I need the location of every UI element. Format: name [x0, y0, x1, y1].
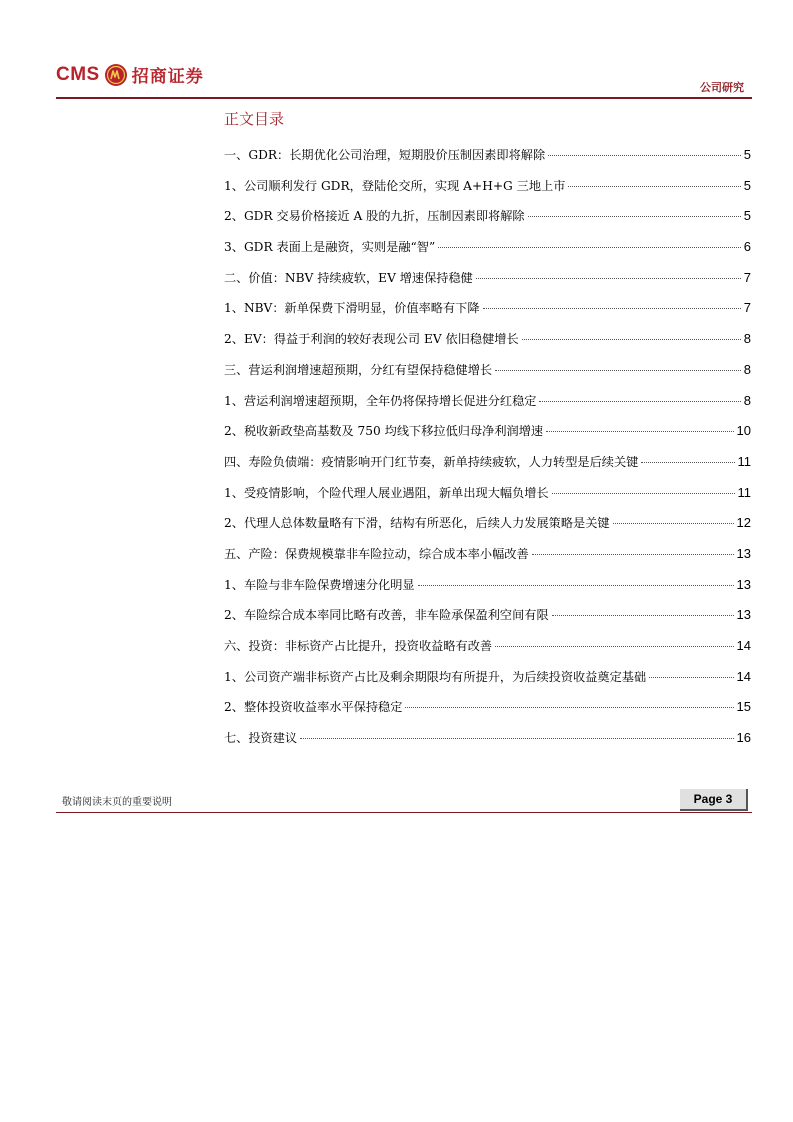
- toc-entry-page: 8: [743, 392, 751, 408]
- toc-entry-text: 2、税收新政垫高基数及 750 均线下移拉低归母净利润增速: [224, 424, 544, 439]
- toc-entry-text: 3、GDR 表面上是融资，实则是融“智”: [224, 240, 436, 255]
- logo-chinese-name: 招商证券: [131, 67, 204, 87]
- toc-leader-dots: [438, 247, 741, 248]
- toc-entry-text: 2、GDR 交易价格接近 A 股的九折，压制因素即将解除: [224, 209, 525, 224]
- toc-leader-dots: [300, 738, 733, 739]
- toc-entry-text: 1、公司顺利发行 GDR，登陆伦交所，实现 A+H+G 三地上市: [224, 178, 566, 193]
- toc-title: 正文目录: [224, 110, 285, 128]
- toc-entry-text: 四、寿险负债端：疫情影响开门红节奏，新单持续疲软，人力转型是后续关键: [224, 454, 639, 469]
- toc-entry[interactable]: [224, 729, 751, 760]
- toc-entry-page: 7: [743, 300, 751, 316]
- toc-entry-page: 12: [736, 515, 751, 531]
- toc-leader-dots: [528, 216, 741, 217]
- toc-entry[interactable]: [224, 207, 751, 238]
- toc-entry-text: 1、受疫情影响，个险代理人展业遇阻，新单出现大幅负增长: [224, 485, 549, 500]
- toc-entry-text: 2、代理人总体数量略有下滑，结构有所恶化，后续人力发展策略是关键: [224, 516, 610, 531]
- toc-entry-text: 1、公司资产端非标资产占比及剩余期限均有所提升，为后续投资收益奠定基础: [224, 669, 647, 684]
- toc-entry[interactable]: [224, 637, 751, 668]
- page-header: [56, 60, 752, 100]
- toc-entry-page: 14: [736, 668, 751, 684]
- toc-entry[interactable]: [224, 177, 751, 208]
- toc-leader-dots: [418, 585, 734, 586]
- toc-entry[interactable]: [224, 361, 751, 392]
- toc-entry-page: 8: [743, 361, 751, 377]
- toc-entry-page: 10: [736, 423, 751, 439]
- toc-leader-dots: [568, 186, 740, 187]
- header-divider: [56, 97, 752, 99]
- toc-entry-text: 2、整体投资收益率水平保持稳定: [224, 700, 403, 715]
- toc-entry-page: 11: [737, 484, 751, 500]
- toc-entry[interactable]: [224, 514, 751, 545]
- toc-entry-text: 七、投资建议: [224, 731, 298, 746]
- toc-entry-text: 1、营运利润增速超预期，全年仍将保持增长促进分红稳定: [224, 393, 537, 408]
- toc-entry-text: 五、产险：保费规模靠非车险拉动，综合成本率小幅改善: [224, 546, 529, 561]
- cms-emblem-icon: [104, 63, 128, 87]
- toc-leader-dots: [539, 401, 740, 402]
- toc-entry-page: 5: [743, 147, 751, 162]
- toc-entry-text: 六、投资：非标资产占比提升，投资收益略有改善: [224, 639, 493, 653]
- toc-leader-dots: [532, 554, 734, 555]
- toc-entry-page: 14: [736, 638, 751, 653]
- toc-entry[interactable]: [224, 238, 751, 269]
- table-of-contents: [224, 146, 751, 760]
- toc-entry-text: 2、EV：得益于利润的较好表现公司 EV 依旧稳健增长: [224, 332, 519, 347]
- toc-entry[interactable]: [224, 453, 751, 484]
- toc-entry-page: 5: [743, 177, 751, 193]
- toc-entry-text: 三、营运利润增速超预期，分红有望保持稳健增长: [224, 362, 493, 377]
- toc-entry-text: 1、NBV：新单保费下滑明显，价值率略有下降: [224, 301, 480, 316]
- toc-entry-page: 16: [736, 730, 751, 746]
- toc-entry-text: 一、GDR：长期优化公司治理，短期股价压制因素即将解除: [224, 148, 546, 162]
- toc-entry-page: 7: [743, 269, 751, 285]
- toc-entry-page: 13: [736, 576, 751, 592]
- toc-entry-page: 13: [736, 607, 751, 623]
- toc-entry-page: 13: [736, 545, 751, 561]
- report-category: 公司研究: [700, 81, 744, 94]
- logo-cms-text: CMS: [56, 63, 100, 85]
- toc-leader-dots: [552, 615, 734, 616]
- toc-entry[interactable]: [224, 698, 751, 729]
- toc-entry[interactable]: [224, 299, 751, 330]
- toc-entry-page: 11: [737, 453, 751, 469]
- toc-entry[interactable]: [224, 545, 751, 576]
- cms-logo: [56, 62, 204, 87]
- toc-leader-dots: [613, 523, 734, 524]
- toc-leader-dots: [546, 431, 733, 432]
- toc-leader-dots: [649, 677, 733, 678]
- disclaimer-note: 敬请阅读末页的重要说明: [62, 797, 172, 808]
- toc-entry[interactable]: [224, 668, 751, 699]
- toc-entry-page: 6: [743, 239, 751, 255]
- toc-entry[interactable]: [224, 269, 751, 300]
- toc-entry-page: 5: [743, 208, 751, 224]
- page-number-badge: Page 3: [680, 789, 748, 811]
- toc-leader-dots: [548, 155, 741, 156]
- toc-entry[interactable]: [224, 576, 751, 607]
- toc-leader-dots: [522, 339, 741, 340]
- toc-entry[interactable]: [224, 392, 751, 423]
- toc-leader-dots: [476, 278, 741, 279]
- toc-entry[interactable]: [224, 146, 751, 177]
- toc-leader-dots: [483, 308, 741, 309]
- toc-leader-dots: [641, 462, 734, 463]
- toc-leader-dots: [495, 646, 733, 647]
- toc-entry-page: 8: [743, 331, 751, 347]
- toc-leader-dots: [552, 493, 735, 494]
- toc-entry[interactable]: [224, 484, 751, 515]
- page-footer: [56, 786, 752, 816]
- toc-entry[interactable]: [224, 422, 751, 453]
- toc-entry[interactable]: [224, 330, 751, 361]
- footer-divider: [56, 812, 752, 813]
- toc-entry-text: 二、价值：NBV 持续疲软，EV 增速保持稳健: [224, 270, 473, 285]
- toc-entry[interactable]: [224, 606, 751, 637]
- toc-entry-text: 1、车险与非车险保费增速分化明显: [224, 577, 415, 592]
- toc-entry-text: 2、车险综合成本率同比略有改善，非车险承保盈利空间有限: [224, 608, 549, 623]
- toc-leader-dots: [405, 707, 733, 708]
- toc-leader-dots: [495, 370, 741, 371]
- toc-entry-page: 15: [736, 699, 751, 715]
